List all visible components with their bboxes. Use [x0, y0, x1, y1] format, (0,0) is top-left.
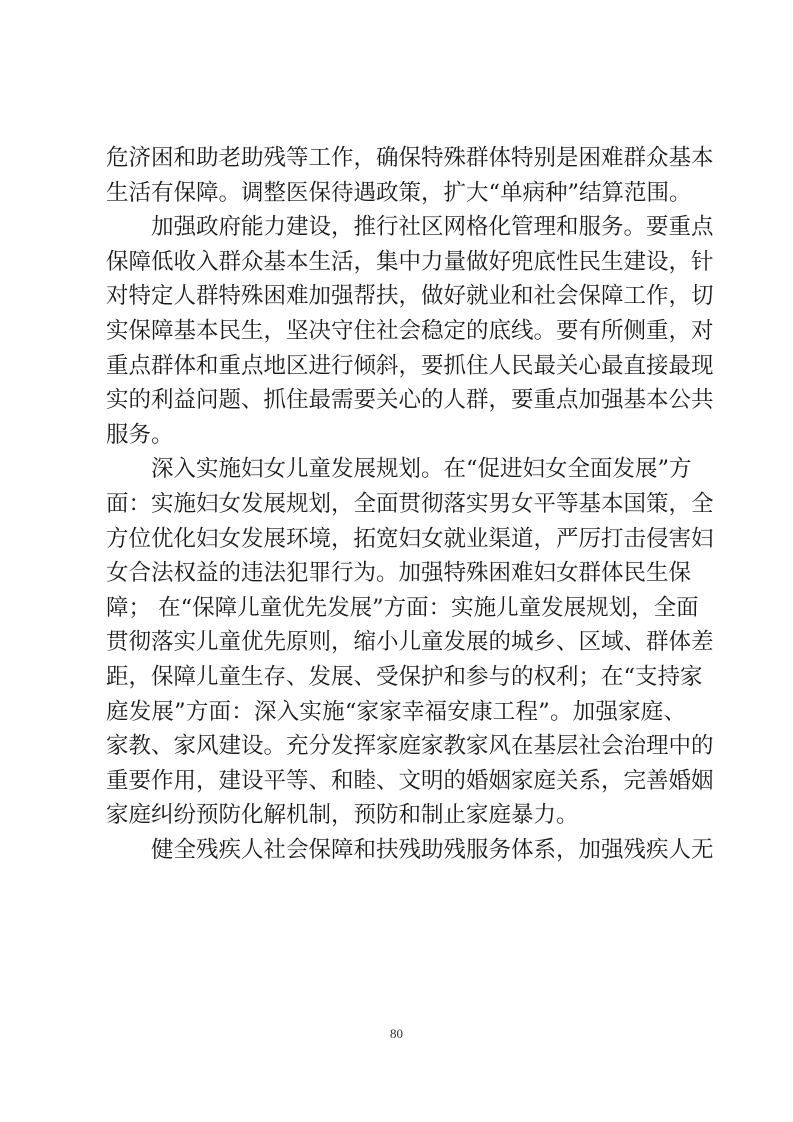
paragraph-start-line: 健全残疾人社会保障和扶残助残服务体系，加强残疾人无	[151, 836, 714, 863]
text-line: 服务。	[106, 421, 174, 448]
text-line: 女合法权益的违法犯罪行为。加强特殊困难妇女群体民生保	[106, 560, 692, 587]
text-line: 家教、家风建设。充分发挥家庭家教家风在基层社会治理中的	[106, 733, 714, 760]
paragraph-start-line: 加强政府能力建设，推行社区网格化管理和服务。要重点	[151, 214, 714, 241]
text-line: 保障低收入群众基本生活，集中力量做好兜底性民生建设，针	[106, 248, 714, 275]
text-line: 庭发展”方面：深入实施“家家幸福安康工程”。加强家庭、	[106, 698, 686, 725]
text-line: 危济困和助老助残等工作，确保特殊群体特别是困难群众基本	[106, 145, 714, 171]
text-line: 生活有保障。调整医保待遇政策，扩大“单病种”结算范围。	[106, 179, 692, 206]
text-line: 重要作用，建设平等、和睦、文明的婚姻家庭关系，完善婚姻	[106, 767, 714, 794]
paragraph-start-line: 深入实施妇女儿童发展规划。在“促进妇女全面发展”方	[151, 456, 692, 483]
text-line: 障； 在“保障儿童优先发展”方面：实施儿童发展规划，全面	[106, 594, 699, 621]
text-line: 对特定人群特殊困难加强帮扶，做好就业和社会保障工作，切	[106, 283, 714, 310]
text-line: 距，保障儿童生存、发展、受保护和参与的权利；在“支持家	[106, 663, 703, 690]
text-line: 方位优化妇女发展环境，拓宽妇女就业渠道，严厉打击侵害妇	[106, 525, 714, 552]
text-line: 面：实施妇女发展规划，全面贯彻落实男女平等基本国策，全	[106, 490, 714, 517]
body-text	[106, 141, 714, 867]
text-line: 实保障基本民生，坚决守住社会稳定的底线。要有所侧重，对	[106, 317, 714, 344]
page-number: 80	[390, 1026, 403, 1041]
text-line: 贯彻落实儿童优先原则，缩小儿童发展的城乡、区域、群体差	[106, 629, 714, 656]
text-line: 家庭纠纷预防化解机制，预防和制止家庭暴力。	[106, 802, 579, 829]
text-line: 重点群体和重点地区进行倾斜，要抓住人民最关心最直接最现	[106, 352, 714, 379]
text-line: 实的利益问题、抓住最需要关心的人群，要重点加强基本公共	[106, 387, 714, 414]
